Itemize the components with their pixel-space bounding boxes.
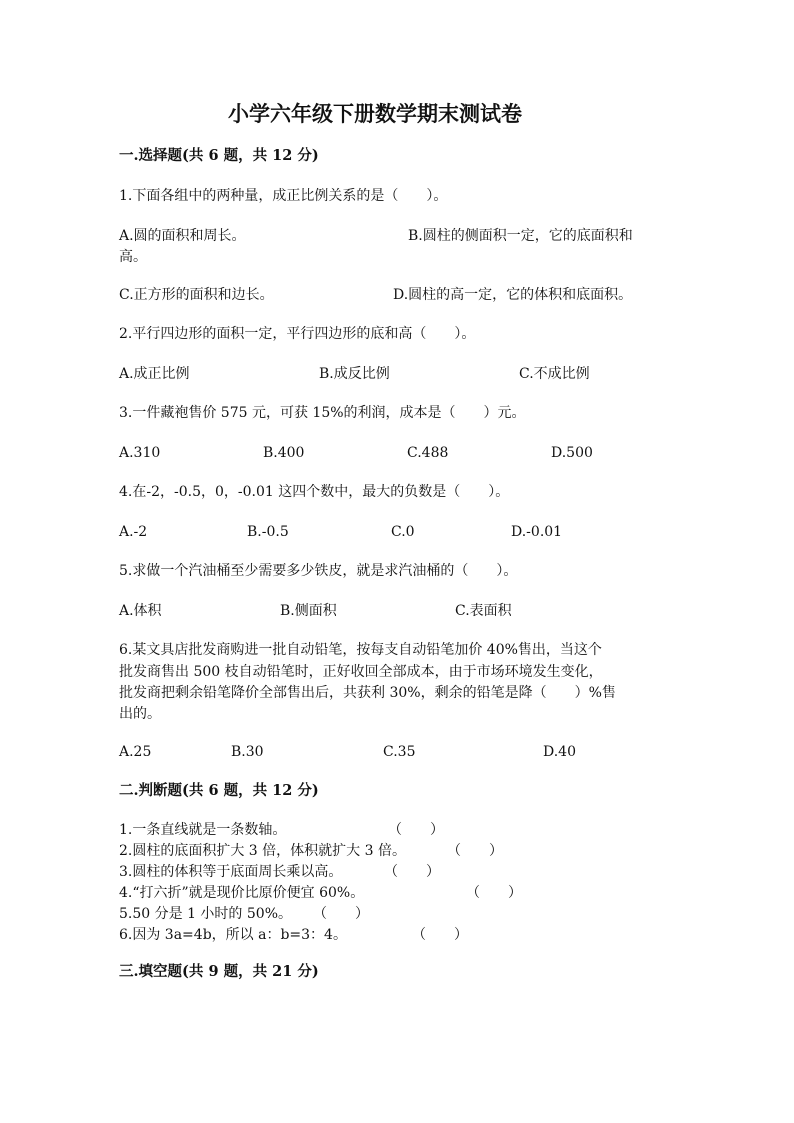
judge-item-6: 6.因为 3a=4b，所以 a：b=3：4。 [119,927,347,943]
question-1-option-d: D.圆柱的高一定，它的体积和底面积。 [393,287,633,303]
question-4-option-a: A.-2 [119,524,148,540]
question-5-option-b: B.侧面积 [280,603,337,619]
question-1-option-a: A.圆的面积和周长。 [119,228,246,244]
judge-item-5: 5.50 分是 1 小时的 50%。 [119,906,292,922]
question-5-option-a: A.体积 [119,603,162,619]
question-5-stem: 5.求做一个汽油桶至少需要多少铁皮，就是求汽油桶的（ ）。 [119,563,518,579]
question-6-line-3: 批发商把剩余铅笔降价全部售出后，共获利 30%，剩余的铅笔是降（ ）%售 [119,685,616,701]
judge-item-1-blank: （ ） [388,822,444,838]
question-1-option-c: C.正方形的面积和边长。 [119,287,274,303]
section-heading-fill: 三.填空题(共 9 题，共 21 分) [119,963,319,980]
question-2-option-a: A.成正比例 [119,366,190,382]
question-6-line-4: 出的。 [119,706,161,722]
question-1-option-b: B.圆柱的侧面积一定，它的底面积和 [408,228,633,244]
judge-item-2-blank: （ ） [447,843,503,859]
question-5-option-c: C.表面积 [455,603,512,619]
question-1-option-b-continued: 高。 [119,249,147,265]
judge-item-5-blank: （ ） [313,906,369,922]
question-6-option-b: B.30 [231,744,264,760]
section-heading-judge: 二.判断题(共 6 题，共 12 分) [119,782,319,799]
question-6-option-a: A.25 [119,744,152,760]
question-6-line-1: 6.某文具店批发商购进一批自动铅笔，按每支自动铅笔加价 40%售出，当这个 [119,642,602,658]
judge-item-2: 2.圆柱的底面积扩大 3 倍，体积就扩大 3 倍。 [119,843,406,859]
question-3-option-c: C.488 [407,445,449,461]
question-2-stem: 2.平行四边形的面积一定，平行四边形的底和高（ ）。 [119,326,476,342]
judge-item-3-blank: （ ） [384,864,440,880]
question-4-option-c: C.0 [391,524,415,540]
judge-item-4: 4.“打六折”就是现价比原价便宜 60%。 [119,885,365,901]
question-2-option-b: B.成反比例 [319,366,390,382]
judge-item-1: 1.一条直线就是一条数轴。 [119,822,287,838]
question-2-option-c: C.不成比例 [519,366,590,382]
question-6-option-d: D.40 [543,744,576,760]
question-4-option-b: B.-0.5 [247,524,289,540]
question-4-option-d: D.-0.01 [511,524,563,540]
question-3-option-b: B.400 [263,445,305,461]
question-3-stem: 3.一件藏袍售价 575 元，可获 15%的利润，成本是（ ）元。 [119,405,526,421]
judge-item-4-blank: （ ） [466,885,522,901]
question-3-option-d: D.500 [551,445,593,461]
section-heading-choice: 一.选择题(共 6 题，共 12 分) [119,147,319,164]
question-6-option-c: C.35 [383,744,416,760]
question-3-option-a: A.310 [119,445,161,461]
judge-item-3: 3.圆柱的体积等于底面周长乘以高。 [119,864,343,880]
judge-item-6-blank: （ ） [412,927,468,943]
question-1-stem: 1.下面各组中的两种量，成正比例关系的是（ ）。 [119,188,448,204]
question-4-stem: 4.在-2，-0.5，0，-0.01 这四个数中，最大的负数是（ ）。 [119,484,510,500]
page-title: 小学六年级下册数学期末测试卷 [228,101,522,126]
question-6-line-2: 批发商售出 500 枝自动铅笔时，正好收回全部成本，由于市场环境发生变化， [119,664,603,680]
